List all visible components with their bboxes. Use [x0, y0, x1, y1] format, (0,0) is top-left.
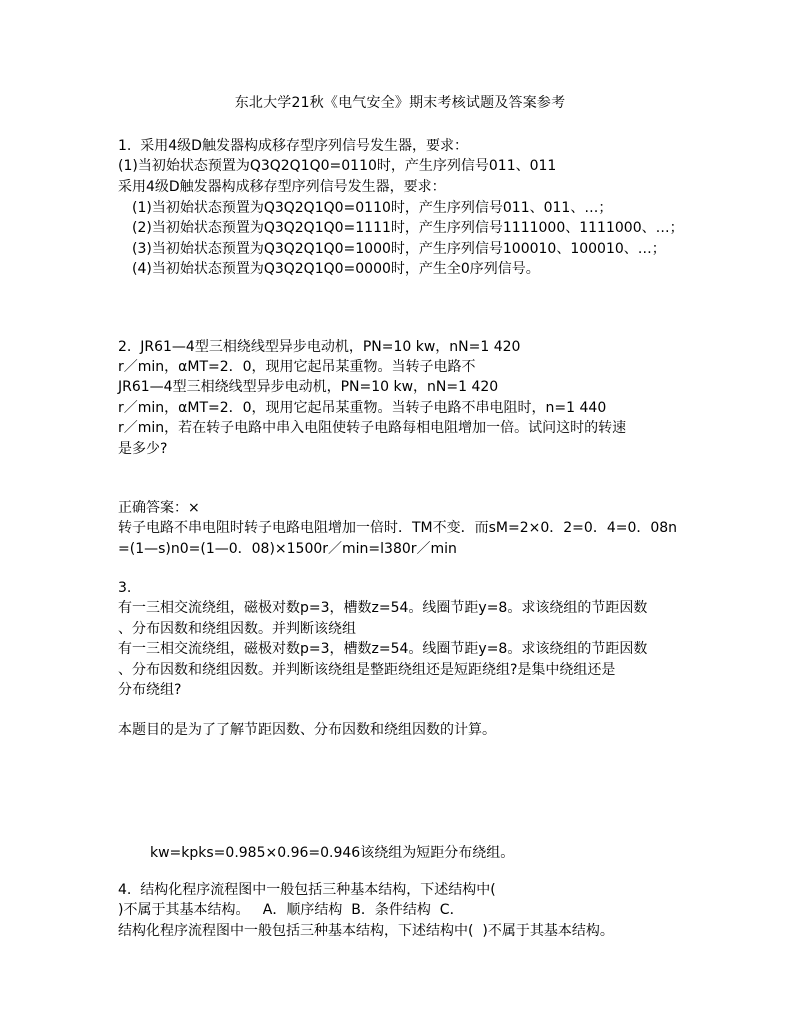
q3-line-2: 、分布因数和绕组因数。并判断该绕组 — [118, 621, 356, 637]
q3-line-3: 有一三相交流绕组，磁极对数p=3，槽数z=54。线圈节距y=8。求该绕组的节距因数 — [118, 641, 648, 657]
q2-line-1: 2. JR61—4型三相绕线型异步电动机，PN=10 kw，nN=1 420 — [118, 339, 521, 355]
q2-line-5: r／min，若在转子电路中串入电阻使转子电路每相电阻增加一倍。试问这时的转速 — [118, 420, 627, 436]
q2-line-3: JR61—4型三相绕线型异步电动机，PN=10 kw，nN=1 420 — [118, 379, 499, 395]
q4-line-2: )不属于其基本结构。 A．顺序结构 B．条件结构 C． — [118, 902, 464, 918]
q2-line-6: 是多少? — [118, 441, 168, 457]
q3-line-1: 有一三相交流绕组，磁极对数p=3，槽数z=54。线圈节距y=8。求该绕组的节距因数 — [118, 600, 648, 616]
q3-formula: kw=kpks=0.985×0.96=0.946该绕组为短距分布绕组。 — [150, 845, 515, 861]
q2-answer-line-2: =(1—s)n0=(1—0．08)×1500r／min=l380r／min — [118, 541, 457, 557]
q2-line-2: r／min，αMT=2．0，现用它起吊某重物。当转子电路不 — [118, 359, 476, 375]
q2-answer-label: 正确答案：× — [118, 500, 200, 516]
q1-item-1: (1)当初始状态预置为Q3Q2Q1Q0=0110时，产生序列信号011、011、…； — [132, 200, 613, 216]
q3-line-4: 、分布因数和绕组因数。并判断该绕组是整距绕组还是短距绕组?是集中绕组还是 — [118, 662, 616, 678]
q4-line-3: 结构化程序流程图中一般包括三种基本结构，下述结构中( )不属于其基本结构。 — [118, 923, 614, 939]
q2-answer-line-1: 转子电路不串电阻时转子电路电阻增加一倍时．TM不变．而sM=2×0．2=0．4=0．08n — [118, 520, 678, 536]
q2-line-4: r／min，αMT=2．0，现用它起吊某重物。当转子电路不串电阻时，n=1 440 — [118, 400, 607, 416]
q4-line-1: 4. 结构化程序流程图中一般包括三种基本结构，下述结构中( — [118, 882, 496, 898]
q1-item-4: (4)当初始状态预置为Q3Q2Q1Q0=0000时，产生全0序列信号。 — [132, 261, 540, 277]
q1-item-2: (2)当初始状态预置为Q3Q2Q1Q0=1111时，产生序列信号1111000、1111000、…； — [132, 220, 684, 236]
q1-line-2: (1)当初始状态预置为Q3Q2Q1Q0=0110时，产生序列信号011、011 — [118, 158, 557, 174]
q1-line-1: 1. 采用4级D触发器构成移存型序列信号发生器，要求： — [118, 138, 468, 154]
q3-answer-line: 本题目的是为了了解节距因数、分布因数和绕组因数的计算。 — [118, 722, 496, 738]
q1-item-3: (3)当初始状态预置为Q3Q2Q1Q0=1000时，产生序列信号100010、100010、…； — [132, 241, 666, 257]
document-title: 东北大学21秋《电气安全》期末考核试题及答案参考 — [234, 95, 566, 111]
q3-number: 3. — [118, 580, 132, 596]
q1-line-3: 采用4级D触发器构成移存型序列信号发生器，要求： — [118, 179, 446, 195]
q3-line-5: 分布绕组? — [118, 682, 182, 698]
